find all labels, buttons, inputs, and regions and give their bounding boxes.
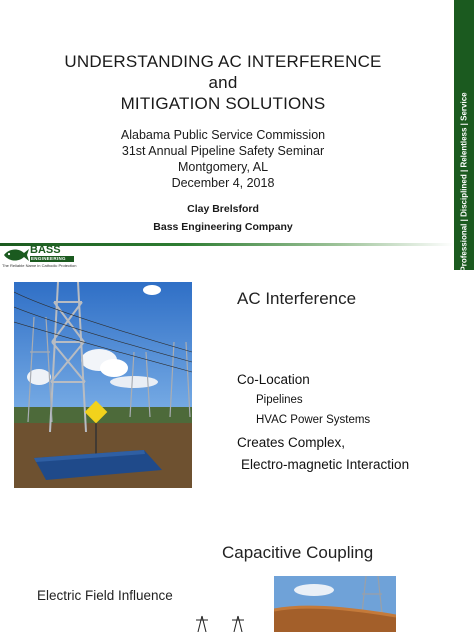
org-name: Alabama Public Service Commission — [120, 128, 326, 142]
bullet-colocation: Co-Location — [237, 372, 310, 387]
presenter-name: Clay Brelsford — [187, 203, 259, 215]
event-date: December 4, 2018 — [171, 176, 275, 190]
logo-subword: ENGINEERING — [31, 256, 66, 261]
slide3-heading: Capacitive Coupling — [222, 543, 374, 562]
title-line-2: and — [208, 73, 238, 92]
bullet-creates-complex: Creates Complex, — [237, 435, 346, 450]
power-pylon-icon — [192, 612, 248, 632]
side-banner-text: Professional | Disciplined | Relentless | Service — [459, 92, 469, 272]
side-banner — [454, 0, 474, 270]
pipe-under-power-lines-icon — [274, 576, 396, 632]
sub-bullet-hvac: HVAC Power Systems — [256, 414, 371, 426]
transmission-tower-field-icon — [14, 282, 192, 488]
logo-tagline: The Reliable Name in Cathodic Protection — [2, 263, 77, 268]
company-name: Bass Engineering Company — [153, 221, 293, 233]
title-line-1: UNDERSTANDING AC INTERFERENCE — [64, 52, 382, 71]
bass-logo — [2, 244, 76, 269]
sub-bullet-pipelines: Pipelines — [256, 394, 303, 406]
logo-wordmark: BASS — [30, 244, 61, 256]
pipeline-photo — [274, 576, 396, 632]
bullet-electromagnetic: Electro-magnetic Interaction — [241, 457, 410, 472]
event-name: 31st Annual Pipeline Safety Seminar — [121, 144, 325, 158]
title-line-3: MITIGATION SOLUTIONS — [120, 94, 326, 113]
event-location: Montgomery, AL — [177, 160, 269, 174]
pylon-diagram — [192, 612, 248, 632]
slide2-heading: AC Interference — [237, 289, 357, 308]
transmission-tower-photo — [14, 282, 192, 488]
label-electric-field: Electric Field Influence — [37, 588, 173, 603]
